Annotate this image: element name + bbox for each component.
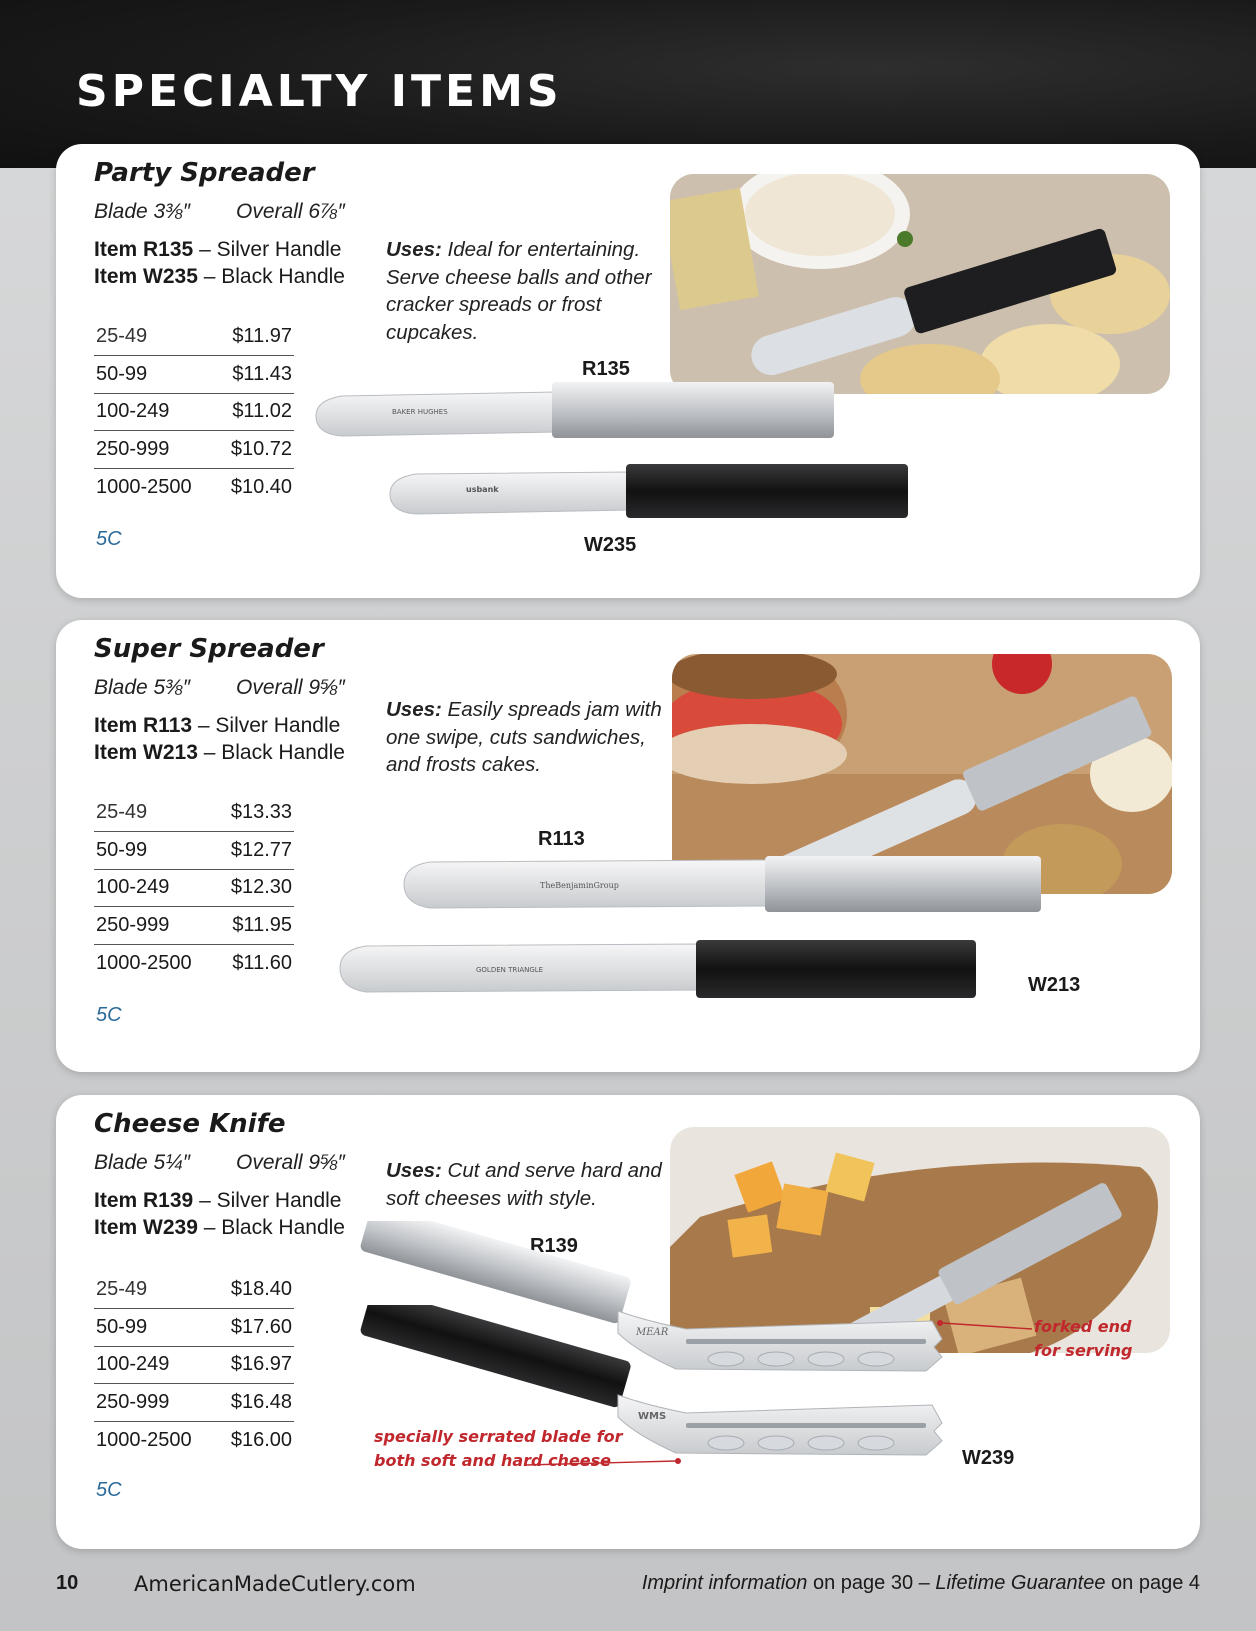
callout-line: specially serrated blade for <box>374 1427 623 1446</box>
price-table <box>94 794 294 982</box>
product-card-super-spreader <box>56 620 1200 1072</box>
item-list <box>94 712 345 766</box>
qty-cell: 100-249 <box>94 393 214 431</box>
uses-text <box>386 696 662 779</box>
engraving-text: GOLDEN TRIANGLE <box>476 966 544 974</box>
uses-label: Uses: <box>386 698 442 721</box>
engraving-text: BAKER HUGHES <box>392 408 448 416</box>
table-row <box>94 318 294 356</box>
silver-model-label: R135 <box>582 358 630 380</box>
qty-cell: 250-999 <box>94 1384 214 1422</box>
item-code: Item W235 <box>94 265 198 288</box>
price-cell: $17.60 <box>214 1309 294 1347</box>
item-line <box>94 236 345 263</box>
black-handle-spreader-image <box>336 936 1056 1006</box>
item-desc: – Silver Handle <box>199 1189 342 1212</box>
table-row <box>94 393 294 431</box>
price-cell: $16.97 <box>214 1346 294 1384</box>
qty-cell: 100-249 <box>94 1346 214 1384</box>
color-code: 5C <box>96 528 122 550</box>
item-line <box>94 712 345 739</box>
party-spreader-photo <box>670 174 1170 394</box>
overall-length: Overall 9⅝″ <box>236 676 345 699</box>
table-row <box>94 1384 294 1422</box>
qty-cell: 100-249 <box>94 869 214 907</box>
silver-handle-spreader-image <box>312 376 852 450</box>
price-cell: $11.97 <box>214 318 294 356</box>
product-dimensions <box>94 200 345 224</box>
uses-line: soft cheeses with style. <box>386 1186 597 1210</box>
qty-cell: 1000-2500 <box>96 1428 192 1451</box>
qty-cell: 25-49 <box>94 318 214 356</box>
table-row <box>94 1309 294 1347</box>
price-table <box>94 318 294 506</box>
black-handle-spreader-image <box>386 460 916 526</box>
uses-line: Serve cheese balls and other <box>386 265 652 289</box>
item-code: Item R135 <box>94 238 194 261</box>
overall-length: Overall 6⅞″ <box>236 200 345 223</box>
qty-cell: 50-99 <box>94 356 214 394</box>
product-card-party-spreader <box>56 144 1200 598</box>
product-title: Super Spreader <box>94 634 324 664</box>
qty-cell: 1000-2500 <box>96 951 192 974</box>
product-title: Cheese Knife <box>94 1109 286 1139</box>
qty-cell: 25-49 <box>94 794 214 832</box>
uses-line: Easily spreads jam with <box>447 698 662 721</box>
imprint-page: on page 30 – <box>813 1572 930 1594</box>
uses-line: cupcakes. <box>386 320 479 344</box>
silver-handle-spreader-image <box>400 852 1090 922</box>
uses-label: Uses: <box>386 1159 442 1182</box>
item-desc: – Silver Handle <box>197 714 341 737</box>
page-number: 10 <box>56 1572 79 1594</box>
website-link[interactable]: AmericanMadeCutlery.com <box>134 1572 416 1596</box>
table-row <box>94 869 294 907</box>
price-cell: $10.40 <box>230 475 292 498</box>
qty-cell: 50-99 <box>94 832 214 870</box>
item-desc: – Silver Handle <box>199 238 342 261</box>
guarantee-page: on page 4 <box>1111 1572 1200 1594</box>
qty-cell: 25-49 <box>94 1271 214 1309</box>
price-cell: $13.33 <box>214 794 294 832</box>
color-code: 5C <box>96 1479 122 1501</box>
uses-line: cracker spreads or frost <box>386 293 602 316</box>
price-table <box>94 1271 294 1459</box>
callout-line: forked end <box>1034 1317 1132 1336</box>
price-cell: $16.00 <box>230 1428 292 1451</box>
callout-line: both soft and hard cheese <box>374 1451 612 1470</box>
item-line <box>94 1214 345 1241</box>
guarantee-label: Lifetime Guarantee <box>935 1572 1106 1594</box>
table-row <box>94 794 294 832</box>
qty-cell: 50-99 <box>94 1309 214 1347</box>
engraving-text: TheBenjaminGroup <box>540 881 619 890</box>
page-title: SPECIALTY ITEMS <box>76 66 563 117</box>
product-card-cheese-knife <box>56 1095 1200 1549</box>
item-desc: – Black Handle <box>203 741 345 764</box>
engraving-text: usbank <box>466 485 499 494</box>
price-cell: $12.30 <box>214 869 294 907</box>
uses-line: one swipe, cuts sandwiches, <box>386 725 646 749</box>
uses-line: and frosts cakes. <box>386 753 541 776</box>
item-list <box>94 1187 345 1241</box>
silver-model-label: R139 <box>530 1235 578 1257</box>
table-row <box>94 907 294 945</box>
item-line <box>94 1187 345 1214</box>
item-line <box>94 739 345 766</box>
silver-model-label: R113 <box>538 828 585 850</box>
product-dimensions <box>94 1151 345 1175</box>
blade-length: Blade 3⅜″ <box>94 200 191 223</box>
uses-text <box>386 236 652 346</box>
footer-info <box>642 1572 1200 1595</box>
table-row <box>94 431 294 469</box>
product-photo <box>670 174 1170 394</box>
item-list <box>94 236 345 290</box>
price-cell: $11.60 <box>232 951 292 974</box>
price-cell: $18.40 <box>214 1271 294 1309</box>
item-code: Item W239 <box>94 1216 198 1239</box>
serrated-callout-line <box>526 1451 686 1471</box>
table-row <box>94 1346 294 1384</box>
table-row <box>94 944 294 982</box>
color-code: 5C <box>96 1004 122 1026</box>
blade-length: Blade 5⅜″ <box>94 676 191 699</box>
blade-length: Blade 5¼″ <box>94 1151 191 1174</box>
callout-line: for serving <box>1034 1341 1133 1360</box>
black-model-label: W235 <box>584 534 637 556</box>
table-row <box>94 356 294 394</box>
forked-end-callout <box>1034 1315 1132 1363</box>
uses-line: Cut and serve hard and <box>447 1159 662 1182</box>
table-row <box>94 468 294 506</box>
table-row <box>94 1271 294 1309</box>
qty-cell: 250-999 <box>94 907 214 945</box>
price-cell: $16.48 <box>214 1384 294 1422</box>
product-title: Party Spreader <box>94 158 315 188</box>
item-line <box>94 263 345 290</box>
qty-cell: 250-999 <box>94 431 214 469</box>
black-model-label: W239 <box>962 1447 1015 1469</box>
price-cell: $11.43 <box>214 356 294 394</box>
table-row <box>94 832 294 870</box>
price-cell: $10.72 <box>214 431 294 469</box>
price-cell: $11.95 <box>214 907 294 945</box>
black-model-label: W213 <box>1028 974 1081 996</box>
uses-line: Ideal for entertaining. <box>447 238 641 261</box>
item-code: Item W213 <box>94 741 198 764</box>
item-code: Item R113 <box>94 714 193 737</box>
imprint-label: Imprint information <box>641 1572 808 1594</box>
forked-callout-line <box>936 1317 1036 1337</box>
uses-label: Uses: <box>386 238 442 261</box>
product-dimensions <box>94 676 345 700</box>
price-cell: $11.02 <box>214 393 294 431</box>
overall-length: Overall 9⅝″ <box>236 1151 345 1174</box>
item-desc: – Black Handle <box>203 1216 345 1239</box>
qty-cell: 1000-2500 <box>96 475 192 498</box>
item-desc: – Black Handle <box>203 265 345 288</box>
engraving-text: WMS <box>638 1411 667 1422</box>
price-cell: $12.77 <box>214 832 294 870</box>
engraving-text: MEAR <box>636 1327 669 1338</box>
uses-text <box>386 1157 662 1212</box>
item-code: Item R139 <box>94 1189 194 1212</box>
table-row <box>94 1421 294 1459</box>
